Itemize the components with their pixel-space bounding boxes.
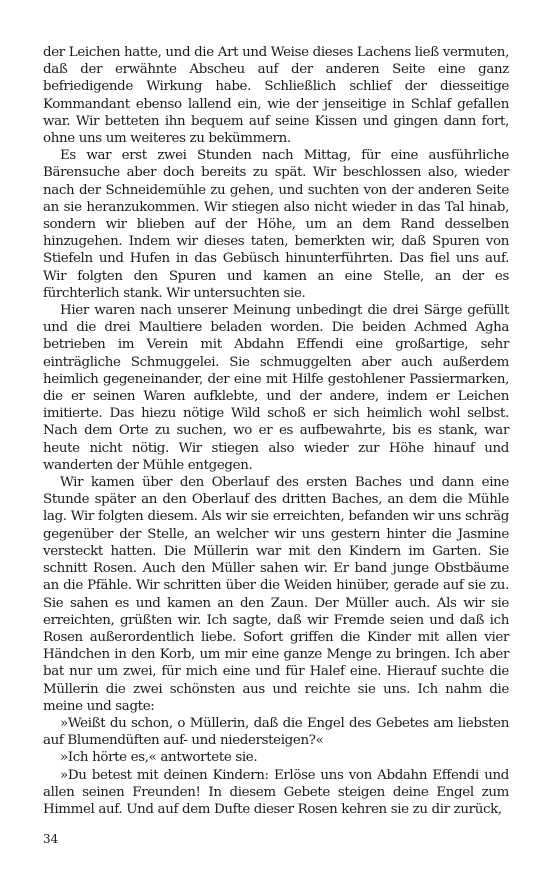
paragraph: der Leichen hatte, und die Art und Weise dieses Lachens ließ vermuten, daß der erwähnte Abscheu auf der anderen Seite eine ganz befriedigende Wirkung habe. Schließlich schlief der diesseitige Kommandant ebenso lallend ein, wie der jenseitige in Schlaf gefallen war. Wir betteten ihn bequem auf seine Kissen und gingen dann fort, ohne uns um weiteres zu bekümmern. bbox=[43, 45, 509, 147]
paragraph: »Weißt du schon, o Müllerin, daß die Engel des Gebetes am liebsten auf Blumendüften auf- und niedersteigen?« bbox=[43, 715, 509, 749]
paragraph: »Ich hörte es,« antwortete sie. bbox=[60, 750, 258, 766]
paragraph: Wir kamen über den Oberlauf des ersten Baches und dann eine Stunde später an den Oberlauf des dritten Baches, an dem die Mühle lag. Wir folgten diesem. Als wir sie erreichten, befanden wir uns schräg gegenüber der Stelle, an welcher wir uns gestern hinter die Jasmine versteckt hatten. Die Müllerin war mit den Kindern im Garten. Sie schnitt Rosen. Auch den Müller sahen wir. Er band junge Obstbäume an die Pfähle. Wir schritten über die Weiden hinüber, gerade auf sie zu. Sie sahen es und kamen an den Zaun. Der Müller auch. Als wir sie erreichten, grüßten wir. Ich sagte, daß wir Fremde seien und daß ich Rosen außerordentlich liebe. Sofort griffen die Kinder mit allen vier Händchen in den Korb, um mir eine ganze Menge zu bringen. Ich aber bat nur um zwei, für mich eine und für Halef eine. Hierauf suchte die Müllerin die zwei schönsten aus und reichte sie uns. Ich nahm die meine und sagte: bbox=[43, 475, 509, 714]
page-number: 34 bbox=[43, 832, 59, 846]
paragraph: »Du betest mit deinen Kindern: Erlöse uns von Abdahn Effendi und allen seinen Freunden! In diesem Gebete steigen deine Engel zum Himmel auf. Und auf dem Dufte dieser Rosen kehren sie zu dir zurück, bbox=[43, 767, 509, 817]
paragraph: Hier waren nach unserer Meinung unbedingt die drei Särge gefüllt und die drei Maultiere beladen worden. Die beiden Achmed Agha betrieben im Verein mit Abdahn Effendi eine großartige, sehr einträgliche Schmuggelei. Sie schmuggelten aber auch außerdem heimlich gegeneinander, der eine mit Hilfe gestohlener Passiermarken, die er seinen Waren aufklebte, und der andere, indem er Leichen imitierte. Das hiezu nötige Wild schoß er sich heimlich wohl selbst. Nach dem Orte zu suchen, wo er es aufbewahrte, bis es stank, war heute nicht nötig. Wir stiegen also wieder zur Höhe hinauf und wanderten der Mühle entgegen. bbox=[43, 303, 509, 473]
book-page-text bbox=[43, 44, 509, 818]
paragraph: Es war erst zwei Stunden nach Mittag, für eine ausführliche Bärensuche aber doch bereits zu spät. Wir beschlossen also, wieder nach der Schneidemühle zu gehen, und suchten von der anderen Seite an sie heranzukommen. Wir stiegen also nicht wieder in das Tal hinab, sondern wir blieben auf der Höhe, um an dem Rand desselben hinzugehen. Indem wir dieses taten, bemerkten wir, daß Spuren von Stiefeln und Hufen in das Gebüsch hinunterführten. Das fiel uns auf. Wir folgten den Spuren und kamen an eine Stelle, an der es fürchterlich stank. Wir untersuchten sie. bbox=[43, 148, 509, 301]
